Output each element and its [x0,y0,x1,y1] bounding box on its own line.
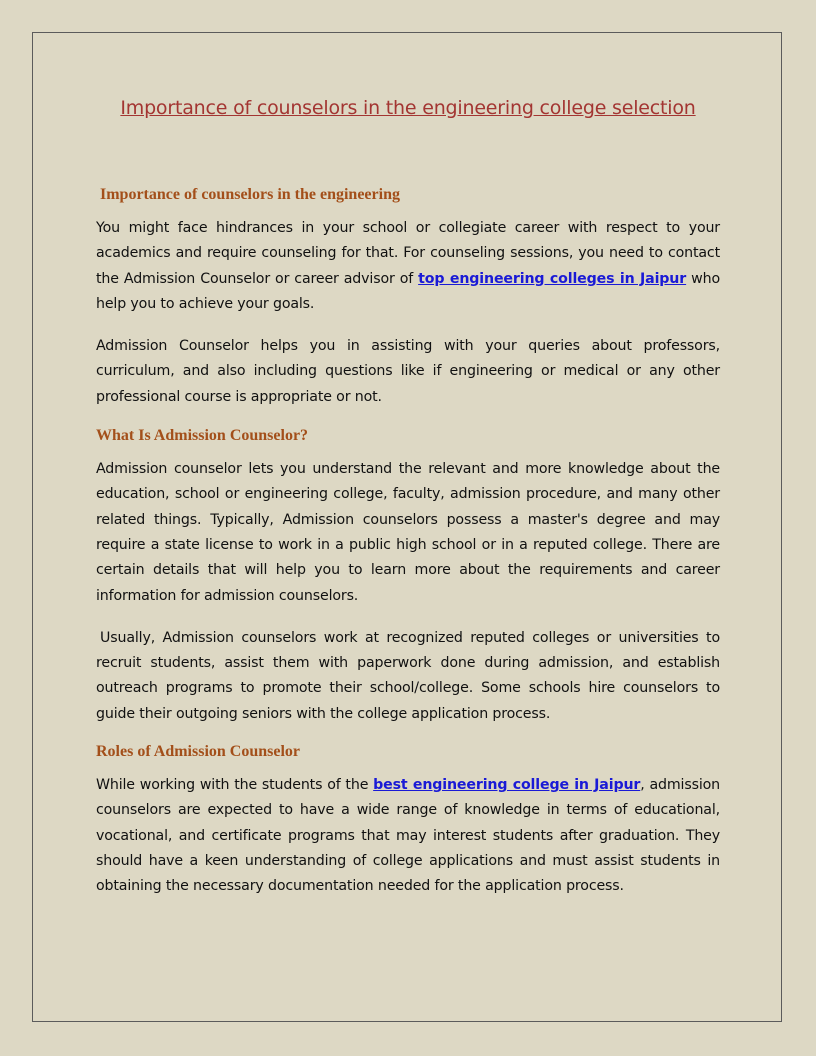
paragraph-intro [96,216,720,317]
paragraph-text: who help you to achieve your goals. [96,270,720,312]
document-body [96,186,720,900]
best-engineering-college-link[interactable]: best engineering college in Jaipur [373,777,641,794]
page-title: Importance of counselors in the engineering college selection [120,97,696,119]
paragraph-roles [96,773,720,899]
paragraph-text: , admission counselors are expected to have a wide range of knowledge in terms of educational, vocational, and certificate programs that may interest students after graduation. They should have a keen understanding of college applications and must assist students in obtaining the necessary documentation needed for the application process. [96,777,720,895]
section-heading-roles: Roles of Admission Counselor [96,743,301,761]
top-engineering-colleges-link[interactable]: top engineering colleges in Jaipur [418,270,687,287]
section-heading-what-is: What Is Admission Counselor? [96,427,309,445]
paragraph-text: While working with the students of the [96,777,374,794]
paragraph-usually: Usually, Admission counselors work at recognized reputed colleges or universities to recruit students, assist them with paperwork done during admission, and establish outreach programs to promote their school/college. Some schools hire counselors to guide their outgoing seniors with the college application process. [96,629,720,722]
paragraph-counselor-help: Admission Counselor helps you in assisting with your queries about professors, curriculum, and also including questions like if engineering or medical or any other professional course is appropriate or not. [96,338,720,405]
paragraph-text: You might face hindrances in your school or collegiate career with respect to your academics and require counseling for that. For counseling sessions, you need to contact the Admission Counselor or career advisor of [96,220,720,287]
section-heading-importance: Importance of counselors in the engineering [100,186,400,203]
paragraph-what-is: Admission counselor lets you understand the relevant and more knowledge about the education, school or engineering college, faculty, admission procedure, and many other related things. Typically, Admission counselors possess a master's degree and may require a state license to work in a public high school or in a reputed college. There are certain details that will help you to learn more about the requirements and career information for admission counselors. [96,461,720,604]
